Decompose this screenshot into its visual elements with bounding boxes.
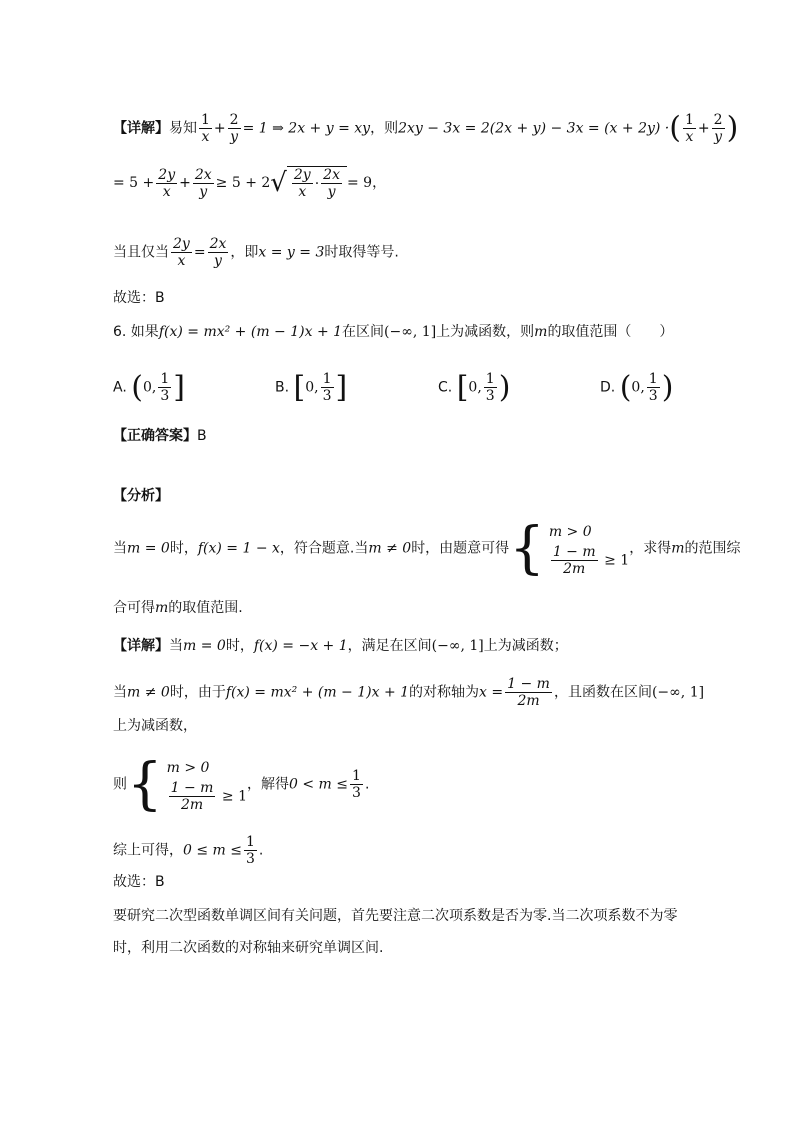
- frac-2-over-y: $\frac{2}{y}$: [229, 112, 239, 145]
- text: 上为减函数；: [483, 638, 568, 654]
- text: 合可得: [113, 600, 155, 616]
- text: ，: [372, 175, 387, 191]
- math: 2xy − 3x = 2(2x + y) − 3x = (x + 2y) ·: [398, 120, 670, 137]
- text: 时，由题意可得: [411, 540, 510, 557]
- math: = 5 +: [113, 175, 155, 191]
- text: 当: [169, 638, 183, 654]
- answer-line-2: 故选：B: [113, 874, 165, 890]
- equality-condition-line: 当且仅当 $\frac{2y}{x}$ = $\frac{2x}{y}$ ，即x = y = 3时取得等号.: [113, 236, 399, 269]
- frac: $\frac{2x}{y}$: [194, 166, 212, 200]
- text: 的取值范围.: [168, 600, 243, 616]
- text: ，符合题意.当: [279, 540, 369, 557]
- text: ，求得: [629, 540, 672, 557]
- math: m ≠ 0: [368, 540, 412, 557]
- tag: 【正确答案】: [113, 428, 197, 444]
- label: D.: [600, 379, 616, 396]
- math: x =: [479, 684, 504, 701]
- label: B.: [275, 379, 290, 396]
- analysis-tag: [113, 486, 169, 506]
- summary-line-1: 要研究二次型函数单调区间有关问题，首先要注意二次项系数是否为零.当二次项系数不为零: [113, 908, 678, 924]
- frac: $\frac{2}{y}$: [713, 112, 723, 145]
- analysis-line: 当m = 0时，f(x) = 1 − x，符合题意.当m ≠ 0时，由题意可得 { m > 0 $\frac{1 - m}{2m}$ ≥ 1 ，求得m的范围综: [113, 515, 741, 581]
- detail2-line3: 上为减函数，: [113, 718, 197, 734]
- tag: 【详解】: [113, 638, 169, 654]
- text: 易知: [169, 120, 197, 137]
- text: .: [364, 776, 370, 793]
- value: B: [197, 428, 207, 444]
- math: = 1 ⇒ 2x + y = xy: [242, 120, 371, 137]
- text: 上为减函数，则: [436, 324, 535, 340]
- option-d: D. (0, $\frac{1}{3}$ ): [600, 370, 674, 405]
- question-6: [113, 322, 673, 342]
- option-c: C. [0, $\frac{1}{3}$ ): [438, 370, 511, 405]
- frac: $\frac{1}{x}$: [684, 112, 694, 145]
- math: x = y = 3: [258, 244, 325, 261]
- text: ，且函数在区间: [553, 684, 652, 701]
- detail2-line1: [113, 636, 568, 656]
- text: 的对称轴为: [409, 684, 480, 701]
- text: 当: [113, 684, 127, 701]
- text: 当且仅当: [113, 244, 169, 261]
- system-of-inequalities: { m > 0 $\frac{1 - m}{2m}$ ≥ 1: [509, 515, 630, 581]
- math: f(x) = −x + 1: [253, 638, 348, 654]
- text: 在区间: [342, 324, 385, 340]
- math: ≥ 5 + 2: [215, 175, 271, 191]
- text: 的取值范围（ ）: [547, 324, 674, 340]
- text: ，解得: [247, 776, 290, 793]
- text: 的范围综: [684, 540, 741, 557]
- text: 当: [113, 540, 127, 557]
- conclusion-line: 综上可得，0 ≤ m ≤ $\frac{1}{3}$ .: [113, 834, 264, 867]
- detail2-system: 则 { m > 0 $\frac{1 - m}{2m}$ ≥ 1 ，解得0 < m ≤ $\frac{1}{3}$ .: [113, 751, 370, 817]
- text: ，满足在区间: [347, 638, 432, 654]
- detail2-line2: [113, 676, 704, 709]
- math: (−∞, 1]: [651, 684, 705, 701]
- text: 时，由于: [169, 684, 226, 701]
- math: (−∞, 1]: [384, 324, 437, 340]
- detail1-line2: = 5 + $\frac{2y}{x}$ + $\frac{2x}{y}$ ≥ 5 + 2 √ $\frac{2y}{x}$ · $\frac{2x}{y}$ = 9，: [113, 166, 387, 200]
- math: (−∞, 1]: [431, 638, 484, 654]
- math: f(x) = 1 − x: [197, 540, 280, 557]
- option-a: A. (0, $\frac{1}{3}$ ]: [113, 370, 185, 405]
- math: 0 < m ≤: [289, 776, 349, 793]
- frac: $\frac{2y}{x}$: [173, 236, 190, 269]
- math: = 9: [346, 175, 373, 191]
- sqrt: √ $\frac{2y}{x}$ · $\frac{2x}{y}$: [270, 166, 347, 200]
- text: 时取得等号.: [324, 244, 399, 261]
- tag: 【分析】: [113, 488, 169, 504]
- text: 时，: [225, 638, 254, 654]
- text: ，则: [370, 120, 399, 137]
- text: ，即: [230, 244, 259, 261]
- frac: $\frac{1 - m}{2m}$: [507, 676, 550, 709]
- text: 6. 如果: [113, 324, 159, 340]
- text: .: [258, 842, 264, 859]
- detail1-line: 【详解】易知 $\frac{1}{x}$ + $\frac{2}{y}$ = 1 ⇒ 2x + y = xy，则2xy − 3x = 2(2x + y) − 3x = (x + 2y) ·( $\frac{1}{x}$ + $\frac{2}{y}$ ): [113, 110, 739, 146]
- system-of-inequalities: { m > 0 $\frac{1 - m}{2m}$ ≥ 1: [127, 751, 248, 817]
- math: 0 ≤ m ≤: [183, 842, 242, 859]
- math: f(x) = mx² + (m − 1)x + 1: [225, 684, 410, 701]
- analysis-line2: 合可得m的取值范围.: [113, 600, 243, 616]
- summary-line-2: 时，利用二次函数的对称轴来研究单调区间.: [113, 940, 384, 956]
- detail-tag: 【详解】: [113, 120, 169, 137]
- text: 综上可得，: [113, 842, 183, 859]
- answer-line: 故选：B: [113, 290, 165, 306]
- math: m = 0: [127, 540, 170, 557]
- math: f(x) = mx² + (m − 1)x + 1: [158, 324, 343, 340]
- frac: $\frac{2y}{x}$: [158, 166, 176, 200]
- frac: $\frac{2x}{y}$: [209, 236, 227, 269]
- option-b: B. [0, $\frac{1}{3}$ ]: [275, 370, 348, 405]
- math: m ≠ 0: [127, 684, 170, 701]
- frac-1-over-x: $\frac{1}{x}$: [201, 112, 210, 145]
- label: C.: [438, 379, 453, 396]
- text: 则: [113, 776, 127, 793]
- text: 时，: [169, 540, 198, 557]
- label: A.: [113, 379, 127, 396]
- correct-answer: [113, 426, 207, 446]
- math: m: [534, 324, 548, 340]
- math: m = 0: [183, 638, 226, 654]
